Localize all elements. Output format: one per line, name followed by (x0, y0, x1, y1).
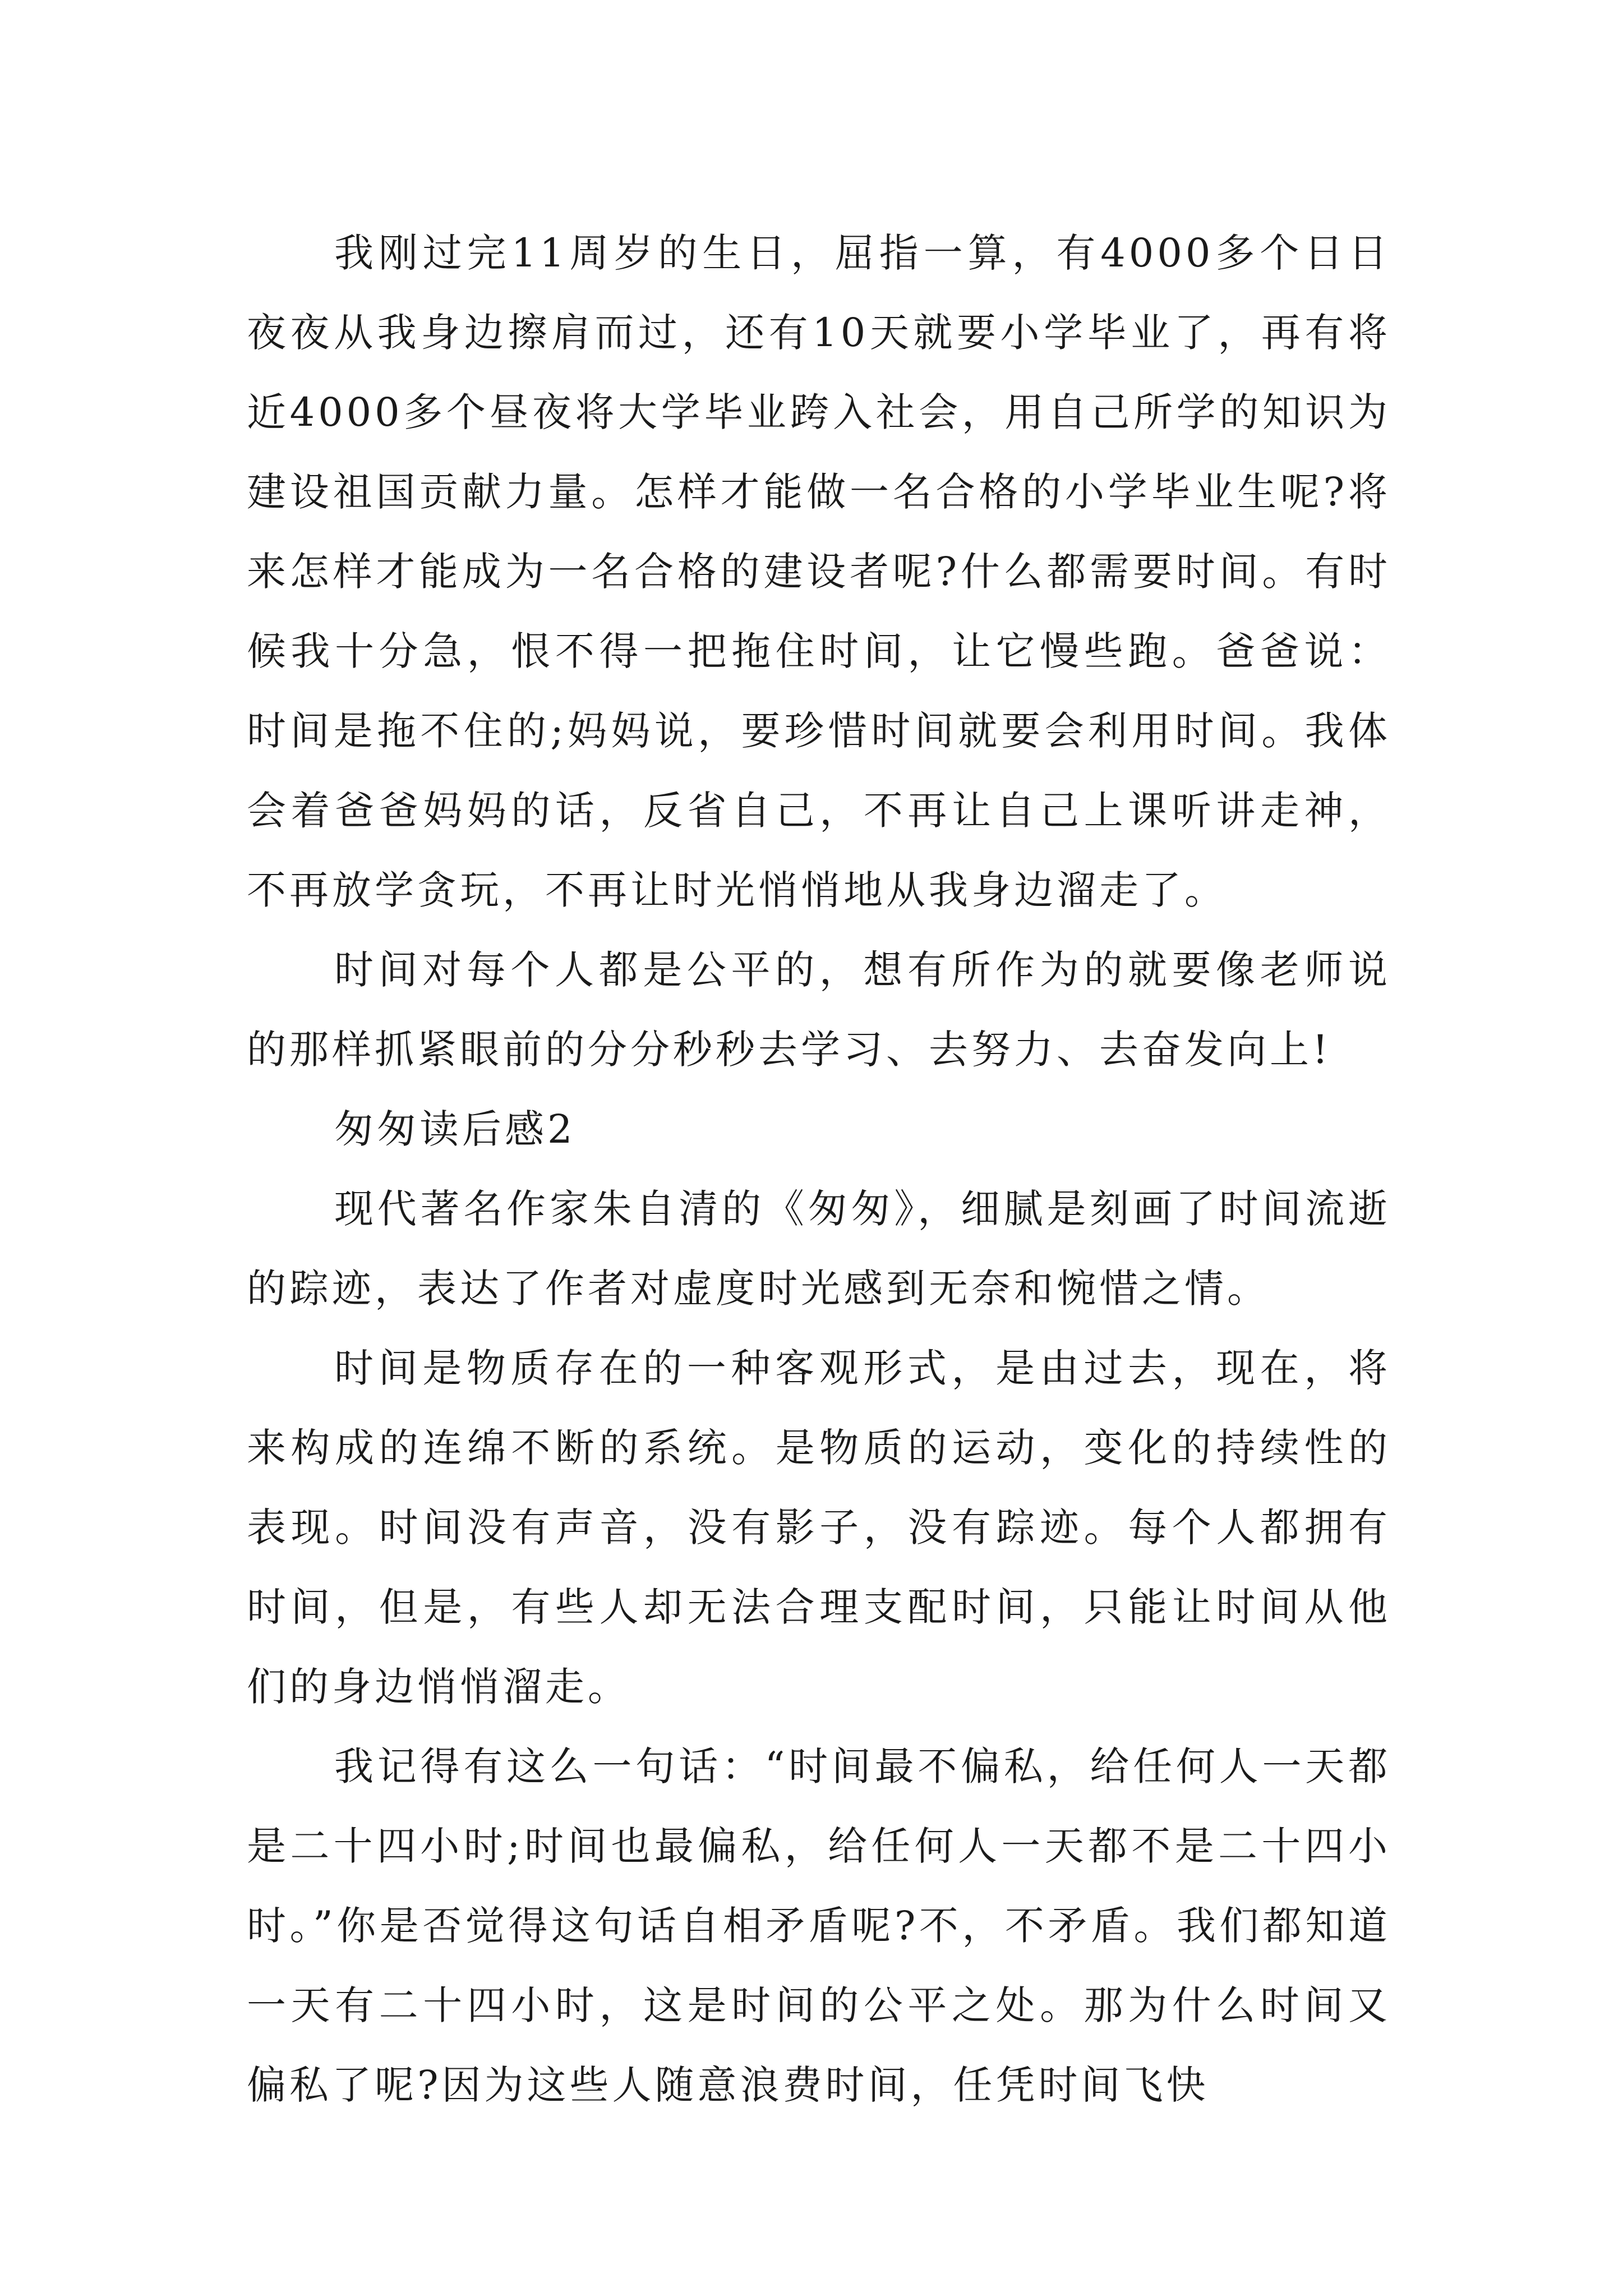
document-body (247, 213, 1391, 2125)
paragraph-5: 我记得有这么一句话：“时间最不偏私，给任何人一天都是二十四小时;时间也最偏私，给任何人一天都不是二十四小时。”你是否觉得这句话自相矛盾呢?不，不矛盾。我们都知道一天有二十四小时，这是时间的公平之处。那为什么时间又偏私了呢?因为这些人随意浪费时间，任凭时间飞快 (247, 1743, 1391, 2108)
paragraph-1: 我刚过完11周岁的生日，屈指一算，有4000多个日日夜夜从我身边擦肩而过，还有10天就要小学毕业了，再有将近4000多个昼夜将大学毕业跨入社会，用自己所学的知识为建设祖国贡献力量。怎样才能做一名合格的小学毕业生呢?将来怎样才能成为一名合格的建设者呢?什么都需要时间。有时候我十分急，恨不得一把拖住时间，让它慢些跑。爸爸说：时间是拖不住的;妈妈说，要珍惜时间就要会利用时间。我体会着爸爸妈妈的话，反省自己，不再让自己上课听讲走神，不再放学贪玩，不再让时光悄悄地从我身边溜走了。 (247, 230, 1391, 913)
paragraph-2: 时间对每个人都是公平的，想有所作为的就要像老师说的那样抓紧眼前的分分秒秒去学习、去努力、去奋发向上! (247, 947, 1391, 1073)
paragraph-4: 时间是物质存在的一种客观形式，是由过去，现在，将来构成的连绵不断的系统。是物质的运动，变化的持续性的表现。时间没有声音，没有影子，没有踪迹。每个人都拥有时间，但是，有些人却无法合理支配时间，只能让时间从他们的身边悄悄溜走。 (247, 1345, 1391, 1710)
section-heading: 匆匆读后感2 (334, 1106, 576, 1152)
paragraph-3: 现代著名作家朱自清的《匆匆》，细腻是刻画了时间流逝的踪迹，表达了作者对虚度时光感到无奈和惋惜之情。 (247, 1186, 1391, 1312)
